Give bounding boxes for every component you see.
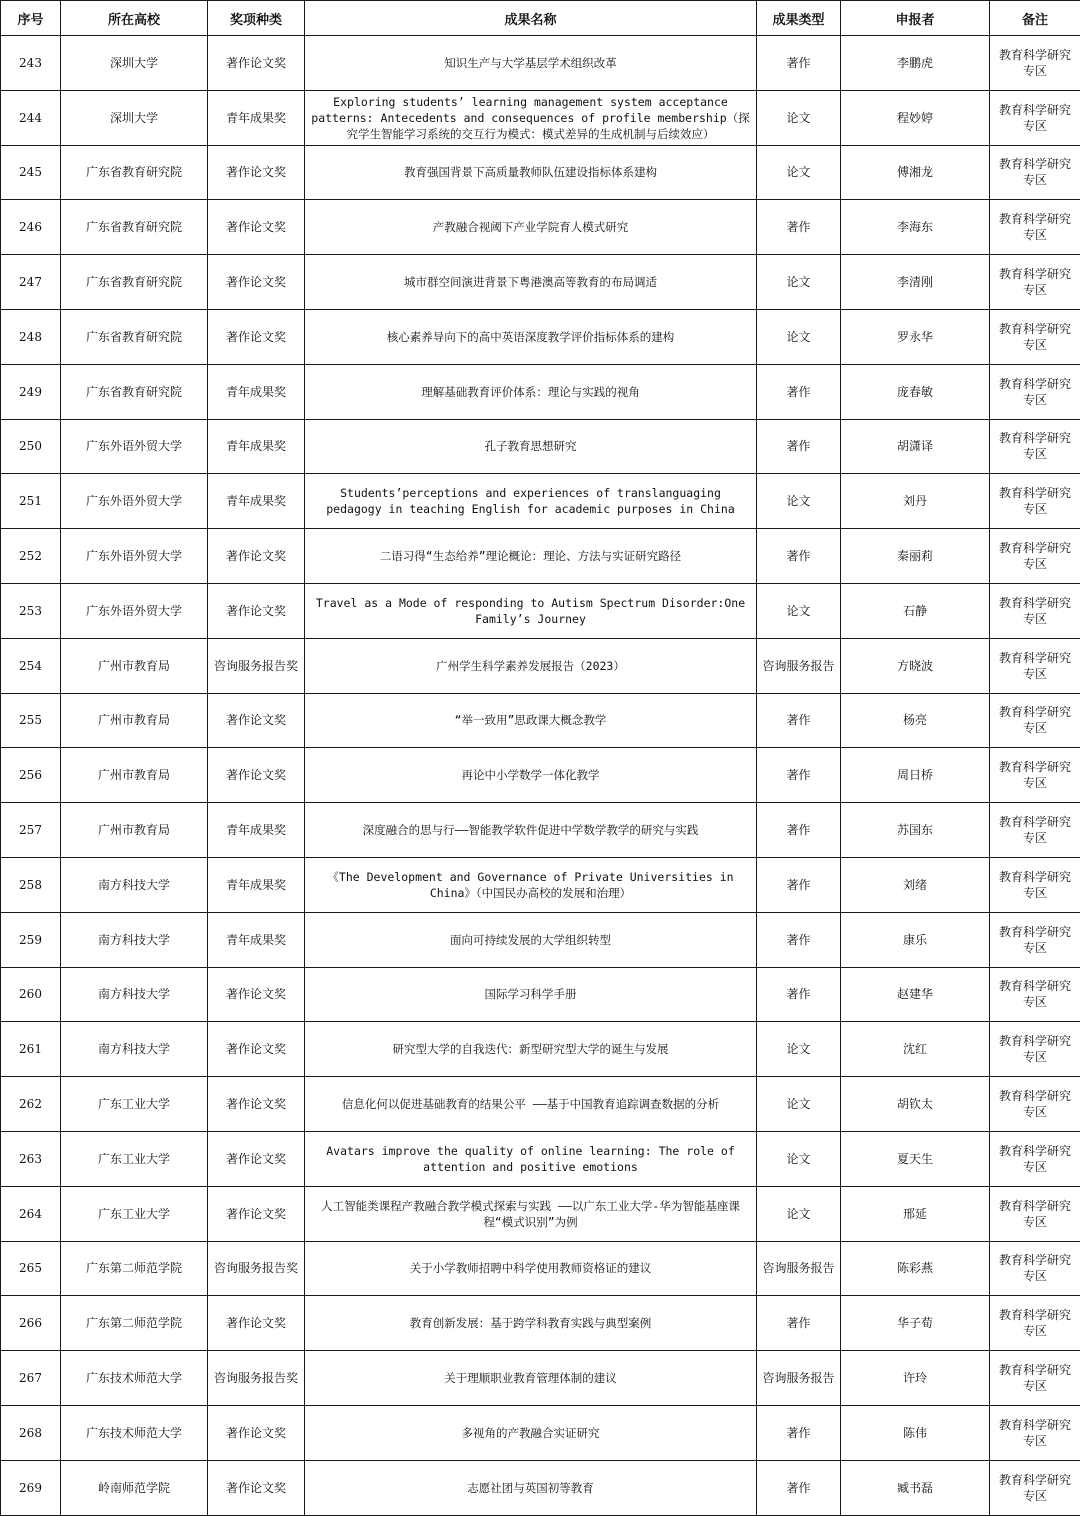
award-cell: 青年成果奖 bbox=[208, 912, 305, 967]
author-cell: 程妙婷 bbox=[841, 90, 990, 145]
award-cell: 青年成果奖 bbox=[208, 803, 305, 858]
title-cell: 知识生产与大学基层学术组织改革 bbox=[305, 36, 757, 91]
school-cell: 广东工业大学 bbox=[61, 1077, 208, 1132]
remark-cell: 教育科学研究专区 bbox=[990, 364, 1080, 419]
header-title: 成果名称 bbox=[305, 1, 757, 36]
type-cell: 著作 bbox=[757, 1460, 841, 1515]
author-cell: 刘丹 bbox=[841, 474, 990, 529]
row-number: 249 bbox=[1, 364, 61, 419]
school-cell: 广东省教育研究院 bbox=[61, 255, 208, 310]
table-row bbox=[1, 857, 1080, 912]
type-cell: 论文 bbox=[757, 145, 841, 200]
author-cell: 李清刚 bbox=[841, 255, 990, 310]
table-row bbox=[1, 529, 1080, 584]
header-remark: 备注 bbox=[990, 1, 1080, 36]
award-cell: 著作论文奖 bbox=[208, 1022, 305, 1077]
school-cell: 广东省教育研究院 bbox=[61, 145, 208, 200]
type-cell: 论文 bbox=[757, 474, 841, 529]
type-cell: 著作 bbox=[757, 693, 841, 748]
row-number: 262 bbox=[1, 1077, 61, 1132]
author-cell: 胡潇译 bbox=[841, 419, 990, 474]
row-number: 258 bbox=[1, 857, 61, 912]
school-cell: 广东省教育研究院 bbox=[61, 364, 208, 419]
remark-cell: 教育科学研究专区 bbox=[990, 1022, 1080, 1077]
school-cell: 广东外语外贸大学 bbox=[61, 529, 208, 584]
author-cell: 杨亮 bbox=[841, 693, 990, 748]
school-cell: 广州市教育局 bbox=[61, 803, 208, 858]
award-cell: 著作论文奖 bbox=[208, 1296, 305, 1351]
row-number: 267 bbox=[1, 1351, 61, 1406]
remark-cell: 教育科学研究专区 bbox=[990, 693, 1080, 748]
row-number: 245 bbox=[1, 145, 61, 200]
title-cell: 二语习得“生态给养”理论概论：理论、方法与实证研究路径 bbox=[305, 529, 757, 584]
author-cell: 许玲 bbox=[841, 1351, 990, 1406]
award-cell: 青年成果奖 bbox=[208, 419, 305, 474]
type-cell: 著作 bbox=[757, 529, 841, 584]
remark-cell: 教育科学研究专区 bbox=[990, 1351, 1080, 1406]
school-cell: 广州市教育局 bbox=[61, 693, 208, 748]
remark-cell: 教育科学研究专区 bbox=[990, 419, 1080, 474]
school-cell: 南方科技大学 bbox=[61, 967, 208, 1022]
school-cell: 南方科技大学 bbox=[61, 912, 208, 967]
type-cell: 论文 bbox=[757, 1131, 841, 1186]
table-row bbox=[1, 693, 1080, 748]
type-cell: 著作 bbox=[757, 36, 841, 91]
type-cell: 著作 bbox=[757, 1296, 841, 1351]
title-cell: 信息化何以促进基础教育的结果公平 ——基于中国教育追踪调查数据的分析 bbox=[305, 1077, 757, 1132]
title-cell: 研究型大学的自我迭代：新型研究型大学的诞生与发展 bbox=[305, 1022, 757, 1077]
remark-cell: 教育科学研究专区 bbox=[990, 1077, 1080, 1132]
remark-cell: 教育科学研究专区 bbox=[990, 90, 1080, 145]
title-cell: Avatars improve the quality of online learning: The role of attention and positive emotions bbox=[305, 1131, 757, 1186]
author-cell: 秦丽莉 bbox=[841, 529, 990, 584]
type-cell: 咨询服务报告 bbox=[757, 638, 841, 693]
award-cell: 著作论文奖 bbox=[208, 967, 305, 1022]
table-row bbox=[1, 145, 1080, 200]
table-row bbox=[1, 36, 1080, 91]
school-cell: 深圳大学 bbox=[61, 36, 208, 91]
author-cell: 臧书磊 bbox=[841, 1460, 990, 1515]
type-cell: 论文 bbox=[757, 255, 841, 310]
table-row bbox=[1, 1405, 1080, 1460]
award-cell: 著作论文奖 bbox=[208, 1405, 305, 1460]
school-cell: 广东第二师范学院 bbox=[61, 1296, 208, 1351]
title-cell: 《The Development and Governance of Private Universities in China》（中国民办高校的发展和治理） bbox=[305, 857, 757, 912]
table-row bbox=[1, 200, 1080, 255]
remark-cell: 教育科学研究专区 bbox=[990, 309, 1080, 364]
remark-cell: 教育科学研究专区 bbox=[990, 748, 1080, 803]
author-cell: 庞春敏 bbox=[841, 364, 990, 419]
table-row bbox=[1, 803, 1080, 858]
title-cell: 志愿社团与英国初等教育 bbox=[305, 1460, 757, 1515]
type-cell: 论文 bbox=[757, 90, 841, 145]
title-cell: 理解基础教育评价体系：理论与实践的视角 bbox=[305, 364, 757, 419]
school-cell: 广东外语外贸大学 bbox=[61, 474, 208, 529]
school-cell: 南方科技大学 bbox=[61, 857, 208, 912]
award-cell: 著作论文奖 bbox=[208, 1460, 305, 1515]
title-cell: 关于小学教师招聘中科学使用教师资格证的建议 bbox=[305, 1241, 757, 1296]
title-cell: 关于理顺职业教育管理体制的建议 bbox=[305, 1351, 757, 1406]
row-number: 257 bbox=[1, 803, 61, 858]
remark-cell: 教育科学研究专区 bbox=[990, 474, 1080, 529]
award-cell: 青年成果奖 bbox=[208, 474, 305, 529]
table-row bbox=[1, 583, 1080, 638]
title-cell: Students’perceptions and experiences of translanguaging pedagogy in teaching English for academic purposes in China bbox=[305, 474, 757, 529]
author-cell: 刘绪 bbox=[841, 857, 990, 912]
header-award: 奖项种类 bbox=[208, 1, 305, 36]
type-cell: 论文 bbox=[757, 583, 841, 638]
school-cell: 南方科技大学 bbox=[61, 1022, 208, 1077]
row-number: 255 bbox=[1, 693, 61, 748]
title-cell: 教育创新发展：基于跨学科教育实践与典型案例 bbox=[305, 1296, 757, 1351]
remark-cell: 教育科学研究专区 bbox=[990, 145, 1080, 200]
type-cell: 著作 bbox=[757, 364, 841, 419]
table-row bbox=[1, 255, 1080, 310]
title-cell: 再论中小学数学一体化教学 bbox=[305, 748, 757, 803]
school-cell: 广东技术师范大学 bbox=[61, 1351, 208, 1406]
row-number: 251 bbox=[1, 474, 61, 529]
type-cell: 著作 bbox=[757, 967, 841, 1022]
school-cell: 广东工业大学 bbox=[61, 1186, 208, 1241]
row-number: 253 bbox=[1, 583, 61, 638]
title-cell: 孔子教育思想研究 bbox=[305, 419, 757, 474]
title-cell: 城市群空间演进背景下粤港澳高等教育的布局调适 bbox=[305, 255, 757, 310]
header-no: 序号 bbox=[1, 1, 61, 36]
author-cell: 陈伟 bbox=[841, 1405, 990, 1460]
award-cell: 著作论文奖 bbox=[208, 1077, 305, 1132]
school-cell: 广州市教育局 bbox=[61, 638, 208, 693]
table-row bbox=[1, 1460, 1080, 1515]
table-row bbox=[1, 1186, 1080, 1241]
type-cell: 著作 bbox=[757, 803, 841, 858]
remark-cell: 教育科学研究专区 bbox=[990, 1405, 1080, 1460]
award-cell: 著作论文奖 bbox=[208, 1186, 305, 1241]
title-cell: 广州学生科学素养发展报告（2023） bbox=[305, 638, 757, 693]
remark-cell: 教育科学研究专区 bbox=[990, 529, 1080, 584]
type-cell: 著作 bbox=[757, 1405, 841, 1460]
row-number: 246 bbox=[1, 200, 61, 255]
row-number: 264 bbox=[1, 1186, 61, 1241]
award-cell: 青年成果奖 bbox=[208, 364, 305, 419]
remark-cell: 教育科学研究专区 bbox=[990, 803, 1080, 858]
remark-cell: 教育科学研究专区 bbox=[990, 1296, 1080, 1351]
author-cell: 赵建华 bbox=[841, 967, 990, 1022]
type-cell: 著作 bbox=[757, 419, 841, 474]
row-number: 254 bbox=[1, 638, 61, 693]
row-number: 266 bbox=[1, 1296, 61, 1351]
school-cell: 广州市教育局 bbox=[61, 748, 208, 803]
row-number: 256 bbox=[1, 748, 61, 803]
row-number: 250 bbox=[1, 419, 61, 474]
award-cell: 著作论文奖 bbox=[208, 309, 305, 364]
award-cell: 著作论文奖 bbox=[208, 748, 305, 803]
award-cell: 著作论文奖 bbox=[208, 36, 305, 91]
table-row bbox=[1, 419, 1080, 474]
school-cell: 广东工业大学 bbox=[61, 1131, 208, 1186]
remark-cell: 教育科学研究专区 bbox=[990, 200, 1080, 255]
table-row bbox=[1, 638, 1080, 693]
type-cell: 咨询服务报告 bbox=[757, 1351, 841, 1406]
table-row bbox=[1, 912, 1080, 967]
author-cell: 沈红 bbox=[841, 1022, 990, 1077]
author-cell: 石静 bbox=[841, 583, 990, 638]
school-cell: 广东省教育研究院 bbox=[61, 309, 208, 364]
table-body bbox=[1, 36, 1080, 1516]
header-school: 所在高校 bbox=[61, 1, 208, 36]
school-cell: 广东第二师范学院 bbox=[61, 1241, 208, 1296]
type-cell: 论文 bbox=[757, 1077, 841, 1132]
type-cell: 著作 bbox=[757, 200, 841, 255]
row-number: 269 bbox=[1, 1460, 61, 1515]
type-cell: 著作 bbox=[757, 857, 841, 912]
row-number: 252 bbox=[1, 529, 61, 584]
remark-cell: 教育科学研究专区 bbox=[990, 255, 1080, 310]
title-cell: 产教融合视阈下产业学院育人模式研究 bbox=[305, 200, 757, 255]
title-cell: 深度融合的思与行——智能教学软件促进中学数学教学的研究与实践 bbox=[305, 803, 757, 858]
title-cell: 人工智能类课程产教融合教学模式探索与实践 ——以广东工业大学-华为智能基座课程“模式识别”为例 bbox=[305, 1186, 757, 1241]
author-cell: 罗永华 bbox=[841, 309, 990, 364]
remark-cell: 教育科学研究专区 bbox=[990, 583, 1080, 638]
author-cell: 华子荀 bbox=[841, 1296, 990, 1351]
school-cell: 岭南师范学院 bbox=[61, 1460, 208, 1515]
award-cell: 著作论文奖 bbox=[208, 693, 305, 748]
table-row bbox=[1, 1241, 1080, 1296]
header-row bbox=[1, 1, 1080, 36]
award-cell: 著作论文奖 bbox=[208, 145, 305, 200]
award-cell: 咨询服务报告奖 bbox=[208, 638, 305, 693]
remark-cell: 教育科学研究专区 bbox=[990, 36, 1080, 91]
type-cell: 咨询服务报告 bbox=[757, 1241, 841, 1296]
row-number: 268 bbox=[1, 1405, 61, 1460]
award-cell: 著作论文奖 bbox=[208, 1131, 305, 1186]
award-cell: 著作论文奖 bbox=[208, 583, 305, 638]
table-row bbox=[1, 967, 1080, 1022]
school-cell: 广东外语外贸大学 bbox=[61, 419, 208, 474]
author-cell: 陈彩燕 bbox=[841, 1241, 990, 1296]
school-cell: 广东外语外贸大学 bbox=[61, 583, 208, 638]
table-row bbox=[1, 474, 1080, 529]
table-row bbox=[1, 1351, 1080, 1406]
author-cell: 方晓波 bbox=[841, 638, 990, 693]
title-cell: Travel as a Mode of responding to Autism Spectrum Disorder:One Family’s Journey bbox=[305, 583, 757, 638]
remark-cell: 教育科学研究专区 bbox=[990, 857, 1080, 912]
table-row bbox=[1, 1077, 1080, 1132]
award-cell: 咨询服务报告奖 bbox=[208, 1241, 305, 1296]
author-cell: 李鹏虎 bbox=[841, 36, 990, 91]
award-cell: 咨询服务报告奖 bbox=[208, 1351, 305, 1406]
row-number: 259 bbox=[1, 912, 61, 967]
award-cell: 著作论文奖 bbox=[208, 529, 305, 584]
row-number: 261 bbox=[1, 1022, 61, 1077]
title-cell: 面向可持续发展的大学组织转型 bbox=[305, 912, 757, 967]
row-number: 265 bbox=[1, 1241, 61, 1296]
title-cell: 多视角的产教融合实证研究 bbox=[305, 1405, 757, 1460]
award-cell: 著作论文奖 bbox=[208, 200, 305, 255]
award-cell: 著作论文奖 bbox=[208, 255, 305, 310]
title-cell: 国际学习科学手册 bbox=[305, 967, 757, 1022]
table-row bbox=[1, 1022, 1080, 1077]
author-cell: 康乐 bbox=[841, 912, 990, 967]
row-number: 244 bbox=[1, 90, 61, 145]
row-number: 243 bbox=[1, 36, 61, 91]
table-row bbox=[1, 1131, 1080, 1186]
school-cell: 广东省教育研究院 bbox=[61, 200, 208, 255]
header-type: 成果类型 bbox=[757, 1, 841, 36]
award-cell: 青年成果奖 bbox=[208, 857, 305, 912]
school-cell: 深圳大学 bbox=[61, 90, 208, 145]
title-cell: Exploring students’ learning management system acceptance patterns: Antecedents and consequences of profile membership（探究学生智能学习系统的交互行为模式：模式差异的生成机制与后续效应） bbox=[305, 90, 757, 145]
remark-cell: 教育科学研究专区 bbox=[990, 1241, 1080, 1296]
title-cell: 核心素养导向下的高中英语深度教学评价指标体系的建构 bbox=[305, 309, 757, 364]
author-cell: 夏天生 bbox=[841, 1131, 990, 1186]
table-row bbox=[1, 90, 1080, 145]
remark-cell: 教育科学研究专区 bbox=[990, 1460, 1080, 1515]
type-cell: 论文 bbox=[757, 1186, 841, 1241]
author-cell: 傅湘龙 bbox=[841, 145, 990, 200]
author-cell: 李海东 bbox=[841, 200, 990, 255]
author-cell: 周日桥 bbox=[841, 748, 990, 803]
header-author: 申报者 bbox=[841, 1, 990, 36]
type-cell: 著作 bbox=[757, 748, 841, 803]
title-cell: 教育强国背景下高质量教师队伍建设指标体系建构 bbox=[305, 145, 757, 200]
type-cell: 著作 bbox=[757, 912, 841, 967]
author-cell: 苏国东 bbox=[841, 803, 990, 858]
remark-cell: 教育科学研究专区 bbox=[990, 912, 1080, 967]
row-number: 248 bbox=[1, 309, 61, 364]
title-cell: “举一致用”思政课大概念教学 bbox=[305, 693, 757, 748]
row-number: 247 bbox=[1, 255, 61, 310]
remark-cell: 教育科学研究专区 bbox=[990, 1131, 1080, 1186]
table-row bbox=[1, 364, 1080, 419]
award-cell: 青年成果奖 bbox=[208, 90, 305, 145]
table-row bbox=[1, 748, 1080, 803]
row-number: 260 bbox=[1, 967, 61, 1022]
school-cell: 广东技术师范大学 bbox=[61, 1405, 208, 1460]
author-cell: 邢延 bbox=[841, 1186, 990, 1241]
table-row bbox=[1, 1296, 1080, 1351]
author-cell: 胡钦太 bbox=[841, 1077, 990, 1132]
table-row bbox=[1, 309, 1080, 364]
remark-cell: 教育科学研究专区 bbox=[990, 638, 1080, 693]
type-cell: 论文 bbox=[757, 1022, 841, 1077]
remark-cell: 教育科学研究专区 bbox=[990, 967, 1080, 1022]
type-cell: 论文 bbox=[757, 309, 841, 364]
row-number: 263 bbox=[1, 1131, 61, 1186]
remark-cell: 教育科学研究专区 bbox=[990, 1186, 1080, 1241]
